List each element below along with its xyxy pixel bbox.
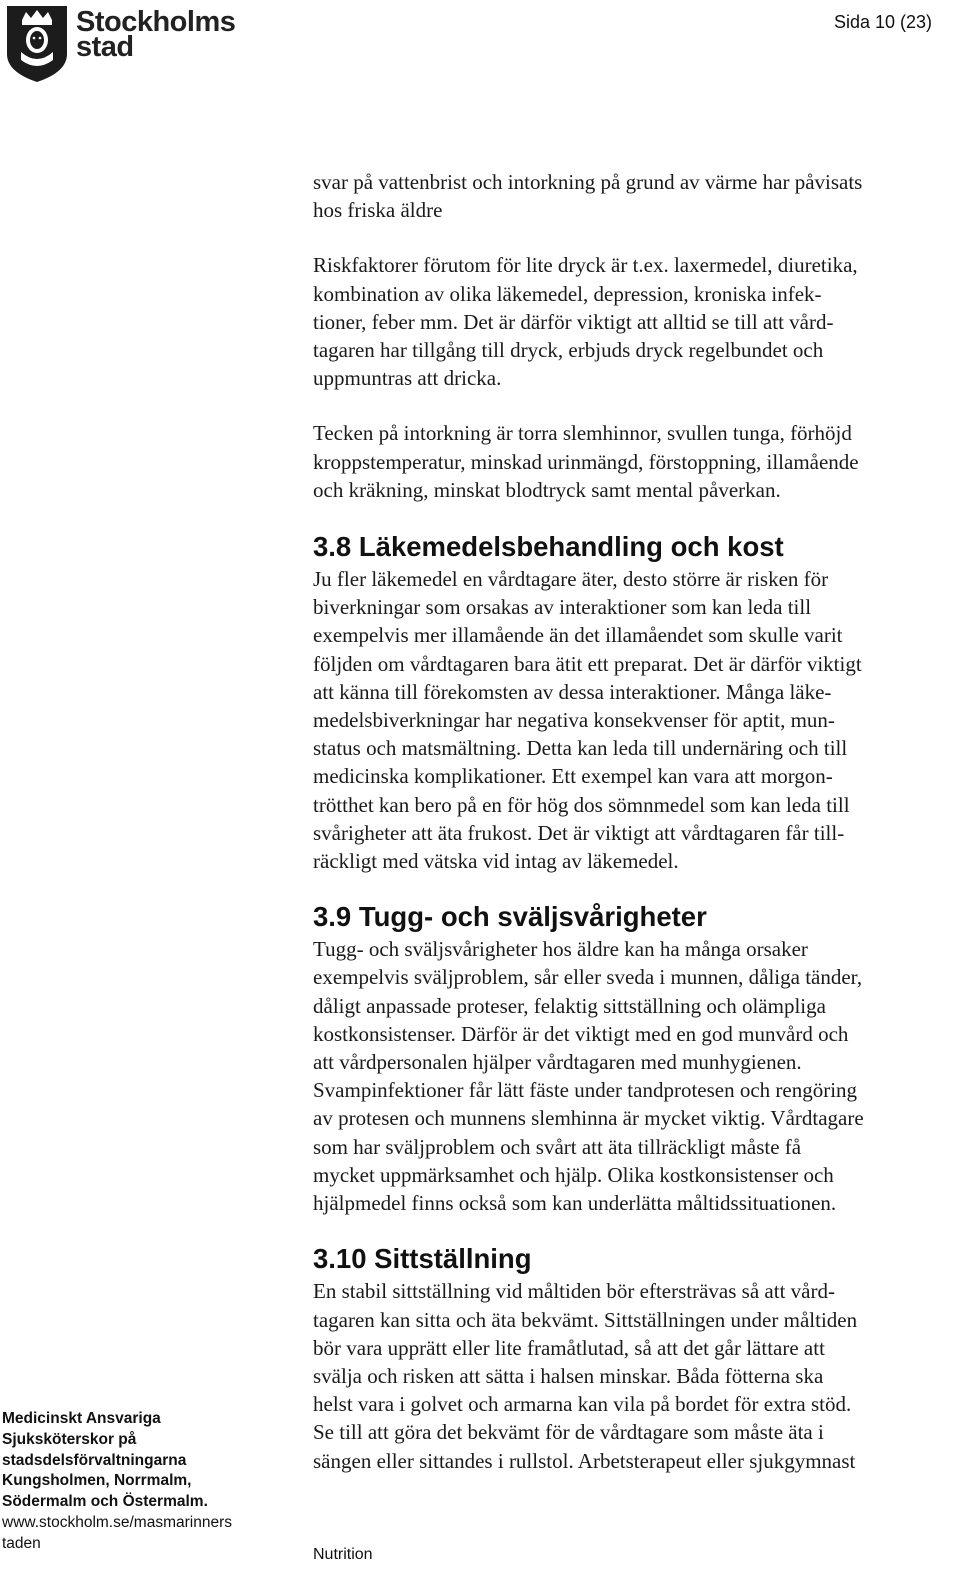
footer-note: Nutrition [313,1546,373,1563]
section-text-3-10: En stabil sittställning vid måltiden bör eftersträvas så att vård- tagaren kan sitta och äta bekvämt. Sittställningen under måltiden bör vara upprätt eller lite framåtlutad, så att det går lättare att svälja och risken att sätta i halsen minskar. Båda fötterna ska helst vara i golvet och armarna kan vila på bordet för extra stöd. Se till att göra det bekvämt för de vårdtagare som måste äta i sängen eller sittandes i rullstol. Arbetsterapeut eller sjukgymnast [313,1279,858,1473]
section-heading-3-8: 3.8 Läkemedelsbehandling och kost [313,531,784,563]
paragraph-risk-factors: Riskfaktorer förutom för lite dryck är t.ex. laxermedel, diuretika, kombination av olika läkemedel, depression, kroniska infek- tioner, feber mm. Det är därför viktigt att alltid se till att vård- tagaren har tillgång till dryck, erbjuds dryck regelbundet och uppmuntras att dricka. [313,253,858,391]
sidebar-url-link[interactable]: www.stockholm.se/masmarinners taden [2,1513,232,1552]
section-text-3-9: Tugg- och sväljsvårigheter hos äldre kan ha många orsaker exempelvis sväljproblem, sår eller sveda i munnen, dåliga tänder, dåligt anpassade proteser, felaktig sittställning och olämpliga kostkonsistenser. Därför är det viktigt med en god munvård och att vårdpersonalen hjälper vårdtagaren med munhygienen. Svampinfektioner får lätt fäste under tandprotesen och rengöring av protesen och munnens slemhinna är mycket viktig. Vårdtagare som har sväljproblem och svårt att äta tillräckligt måste få mycket uppmärksamhet och hjälp. Olika kostkonsistenser och hjälpmedel finns också som kan underlätta måltidssituationen. [313,937,864,1216]
paragraph-dehydration-signs: Tecken på intorkning är torra slemhinnor, svullen tunga, förhöjd kroppstemperatur, minskad urinmängd, förstoppning, illamående och kräkning, minskat blodtryck samt mental påverkan. [313,421,859,502]
stockholms-stad-logo [4,2,235,84]
page-number: Sida 10 (23) [833,12,932,32]
sidebar-contact [2,1409,262,1555]
section-heading-3-10: 3.10 Sittställning [313,1243,532,1275]
logo-text: Stockholms stad [76,6,236,63]
section-heading-3-9: 3.9 Tugg- och sväljsvårigheter [313,901,707,933]
section-text-3-8: Ju fler läkemedel en vårdtagare äter, desto större är risken för biverkningar som orsakas av interaktioner som kan leda till exempelvis mer illamående än det illamåendet som skulle varit följden om vårdtagaren bara ätit ett preparat. Det är därför viktigt att känna till förekomsten av dessa interaktioner. Många läke- medelsbiverkningar har negativa konsekvenser för aptit, mun- status och matsmältning. Detta kan leda till undernäring och till medicinska komplikationer. Ett exempel kan vara att morgon- trötthet kan bero på en för hög dos sömnmedel som kan leda till svårigheter att äta frukost. Det är viktigt att vårdtagaren får till- räckligt med vätska vid intag av läkemedel. [313,567,862,874]
sidebar-organization: Medicinskt Ansvariga Sjuksköterskor på stadsdelsförvaltningarna Kungsholmen, Norrmalm, Södermalm och Östermalm. [2,1410,208,1511]
paragraph-dehydration-evidence: svar på vattenbrist och intorkning på grund av värme har påvisats hos friska äldre [313,170,863,223]
crown-shield-icon [4,2,70,84]
main-content [313,168,958,1501]
